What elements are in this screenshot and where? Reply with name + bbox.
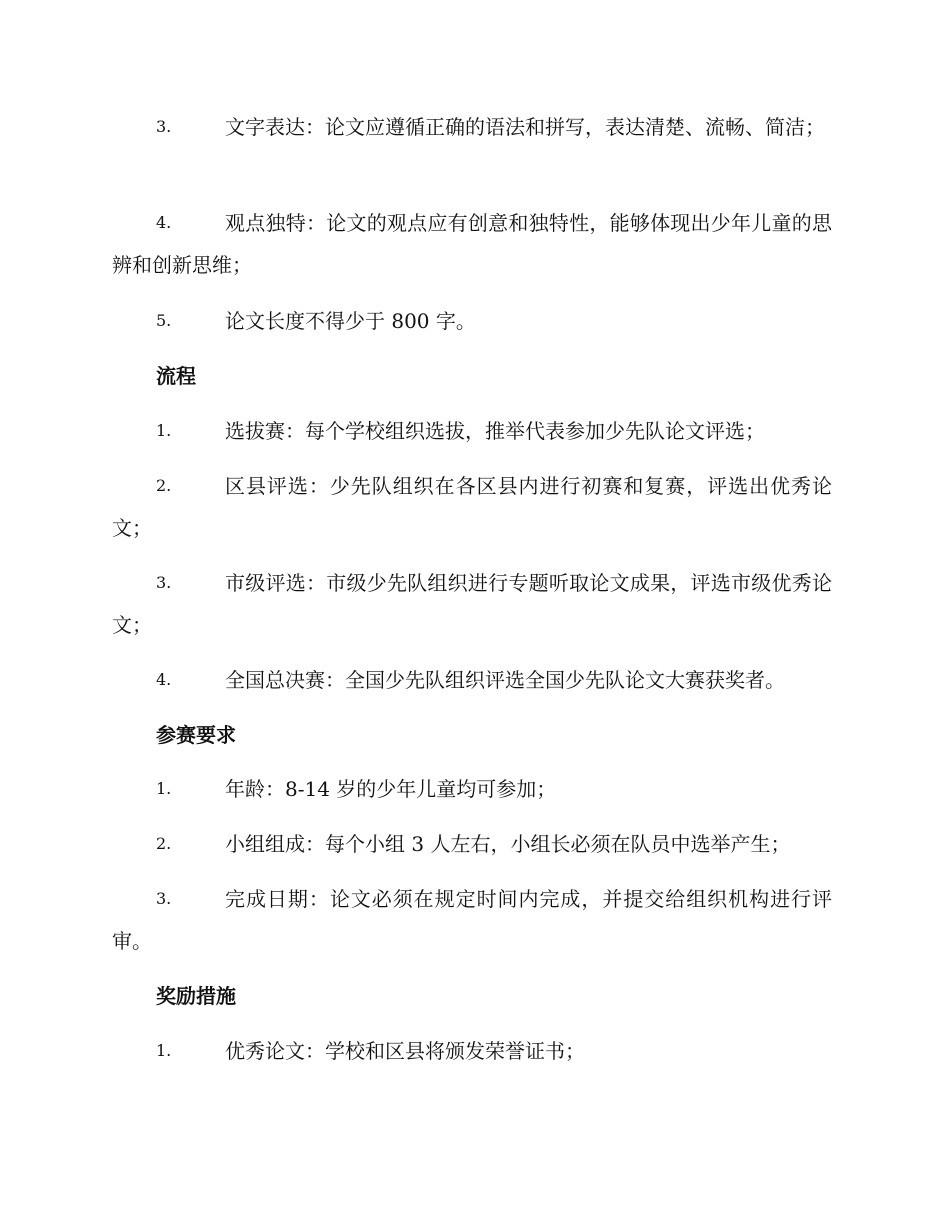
list-number: 2. [156, 476, 172, 495]
list-text: 完成日期：论文必须在规定时间内完成，并提交给组织机构进行评审。 [112, 887, 832, 953]
list-text: 小组组成：每个小组 3 人左右，小组长必须在队员中选举产生； [225, 832, 791, 856]
list-number: 3. [156, 889, 172, 908]
list-text: 全国总决赛：全国少先队组织评选全国少先队论文大赛获奖者。 [225, 668, 785, 692]
list-number: 3. [156, 117, 172, 136]
list-item [112, 106, 832, 148]
section-heading: 奖励措施 [156, 984, 236, 1008]
section-heading: 流程 [156, 364, 196, 388]
list-item [112, 659, 832, 701]
list-number: 5. [156, 311, 172, 330]
section-heading: 参赛要求 [156, 723, 236, 747]
list-text: 优秀论文：学校和区县将颁发荣誉证书； [225, 1039, 585, 1063]
list-text: 选拔赛：每个学校组织选拔，推举代表参加少先队论文评选； [225, 419, 765, 443]
list-number: 2. [156, 834, 172, 853]
list-item [112, 878, 832, 962]
list-text: 文字表达：论文应遵循正确的语法和拼写，表达清楚、流畅、简洁； [225, 115, 825, 139]
list-number: 1. [156, 1041, 172, 1060]
list-item [112, 1030, 832, 1072]
list-text: 区县评选：少先队组织在各区县内进行初赛和复赛，评选出优秀论文； [112, 474, 832, 540]
list-item [112, 465, 832, 549]
list-text: 年龄：8-14 岁的少年儿童均可参加； [225, 777, 557, 801]
list-number: 1. [156, 421, 172, 440]
list-number: 3. [156, 573, 172, 592]
list-number: 1. [156, 779, 172, 798]
list-text: 论文长度不得少于 800 字。 [225, 309, 476, 333]
list-item [112, 823, 832, 865]
list-item [112, 300, 832, 342]
list-number: 4. [156, 213, 172, 232]
list-item [112, 768, 832, 810]
list-item [112, 202, 832, 286]
list-number: 4. [156, 670, 172, 689]
list-text: 观点独特：论文的观点应有创意和独特性，能够体现出少年儿童的思辨和创新思维； [112, 211, 832, 277]
list-item [112, 410, 832, 452]
list-item [112, 562, 832, 646]
list-text: 市级评选：市级少先队组织进行专题听取论文成果，评选市级优秀论文； [112, 571, 832, 637]
